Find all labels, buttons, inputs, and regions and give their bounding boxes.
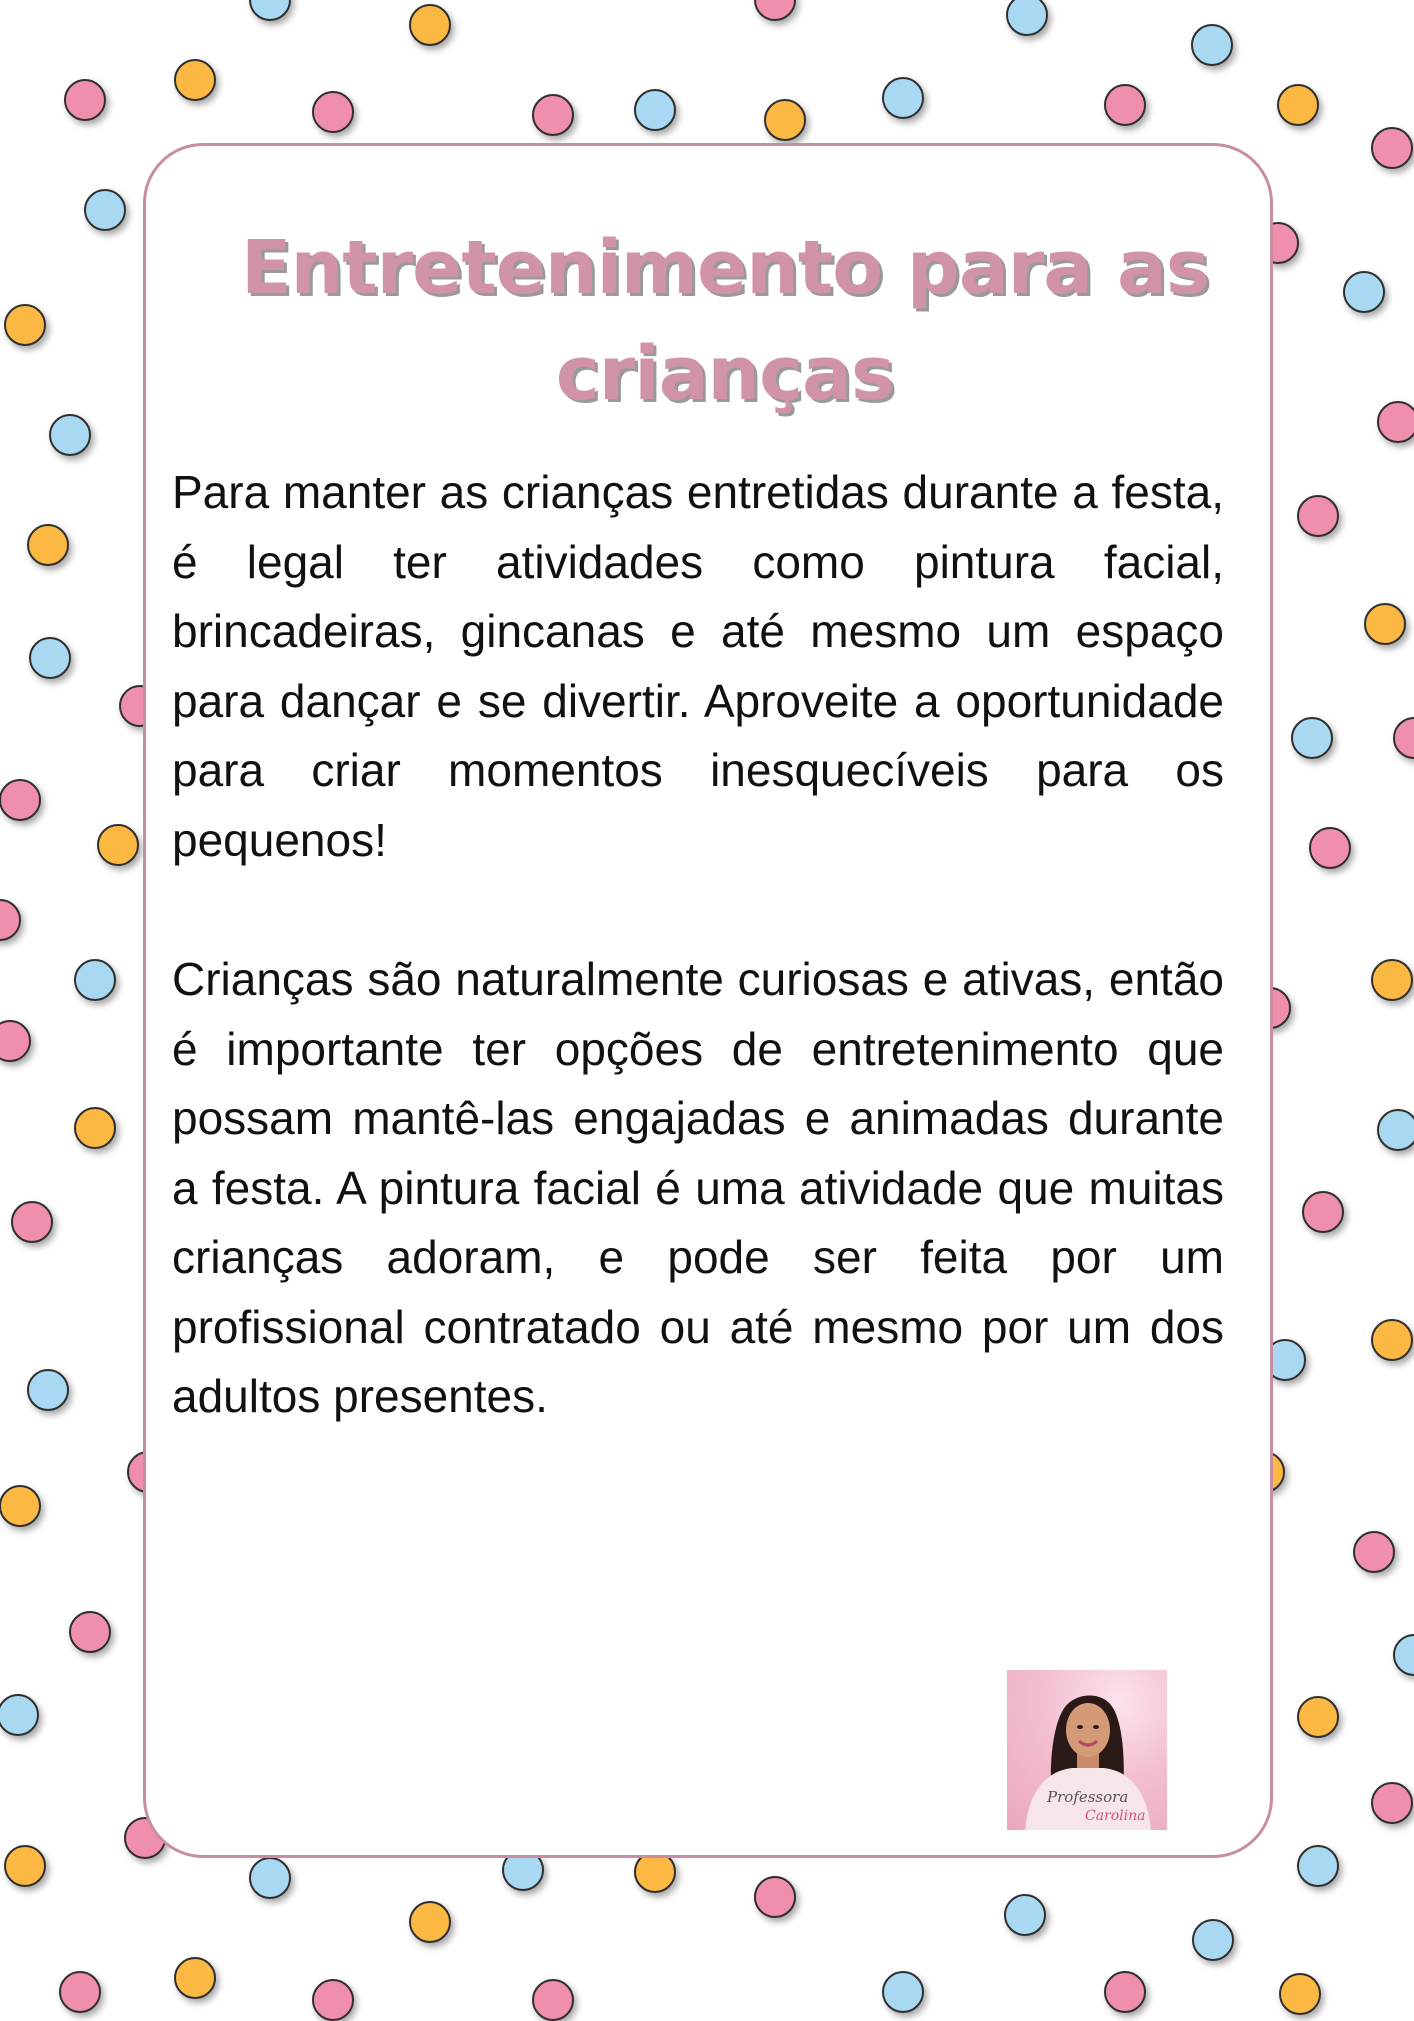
page-title: Entretenimento para as crianças	[241, 225, 1209, 417]
polka-dot	[97, 824, 139, 866]
paragraph-1: Para manter as crianças entretidas durante a festa, é legal ter atividades como pintura facial, brincadeiras, gincanas e até mesmo um espaço para dançar e se divertir. Aproveite a oportunidade para criar momentos inesquecíveis para os pequenos!	[172, 466, 1224, 866]
polka-dot	[1353, 1531, 1395, 1573]
polka-dot	[0, 1694, 39, 1736]
polka-dot	[4, 1845, 46, 1887]
author-photo	[1007, 1670, 1167, 1830]
polka-dot	[59, 1971, 101, 2013]
polka-dot	[1104, 84, 1146, 126]
polka-dot	[27, 524, 69, 566]
polka-dot	[4, 304, 46, 346]
polka-dot	[754, 1876, 796, 1918]
polka-dot	[1371, 959, 1413, 1001]
shirt-text-line1: Professora	[1047, 1788, 1129, 1806]
polka-dot	[0, 1020, 31, 1062]
polka-dot	[1191, 24, 1233, 66]
polka-dot	[532, 94, 574, 136]
polka-dot	[0, 779, 41, 821]
polka-dot	[1006, 0, 1048, 36]
polka-dot	[1192, 1919, 1234, 1961]
polka-dot	[84, 189, 126, 231]
polka-dot	[1364, 603, 1406, 645]
polka-dot	[69, 1611, 111, 1653]
polka-dot	[1291, 717, 1333, 759]
polka-dot	[1297, 495, 1339, 537]
polka-dot	[882, 77, 924, 119]
polka-dot	[1297, 1845, 1339, 1887]
polka-dot	[1004, 1894, 1046, 1936]
polka-dot	[1377, 401, 1414, 443]
polka-dot	[1104, 1971, 1146, 2013]
polka-dot	[312, 91, 354, 133]
polka-dot	[74, 1107, 116, 1149]
polka-dot	[1343, 271, 1385, 313]
polka-dot	[1297, 1696, 1339, 1738]
polka-dot	[174, 59, 216, 101]
polka-dot	[882, 1971, 924, 2013]
polka-dot	[249, 1857, 291, 1899]
polka-dot	[1279, 1973, 1321, 2015]
paragraph-2: Crianças são naturalmente curiosas e ativas, então é importante ter opções de entretenimento que possam mantê-las engajadas e animadas durante a festa. A pintura facial é uma atividade que muitas crianças adoram, e pode ser feita por um profissional contratado ou até mesmo por um dos adultos presentes.	[172, 953, 1224, 1422]
shirt-text-line2: Carolina	[1085, 1808, 1146, 1824]
polka-dot	[532, 1979, 574, 2021]
polka-dot	[409, 1901, 451, 1943]
polka-dot	[64, 79, 106, 121]
polka-dot	[754, 0, 796, 21]
polka-dot	[1371, 1782, 1413, 1824]
polka-dot	[634, 89, 676, 131]
polka-dot	[1302, 1191, 1344, 1233]
polka-dot	[312, 1979, 354, 2021]
polka-dot	[249, 0, 291, 21]
polka-dot	[27, 1369, 69, 1411]
polka-dot	[1309, 827, 1351, 869]
polka-dot	[1277, 84, 1319, 126]
polka-dot	[1371, 127, 1413, 169]
polka-dot	[1371, 1319, 1413, 1361]
polka-dot	[1377, 1109, 1414, 1151]
polka-dot	[29, 637, 71, 679]
polka-dot	[174, 1957, 216, 1999]
polka-dot	[764, 99, 806, 141]
polka-dot	[11, 1201, 53, 1243]
polka-dot	[49, 414, 91, 456]
polka-dot	[0, 1485, 41, 1527]
polka-dot	[409, 4, 451, 46]
polka-dot	[1393, 717, 1414, 759]
polka-dot	[74, 959, 116, 1001]
polka-dot	[0, 899, 21, 941]
polka-dot	[1393, 1634, 1414, 1676]
author-portrait-illustration	[1007, 1670, 1167, 1830]
